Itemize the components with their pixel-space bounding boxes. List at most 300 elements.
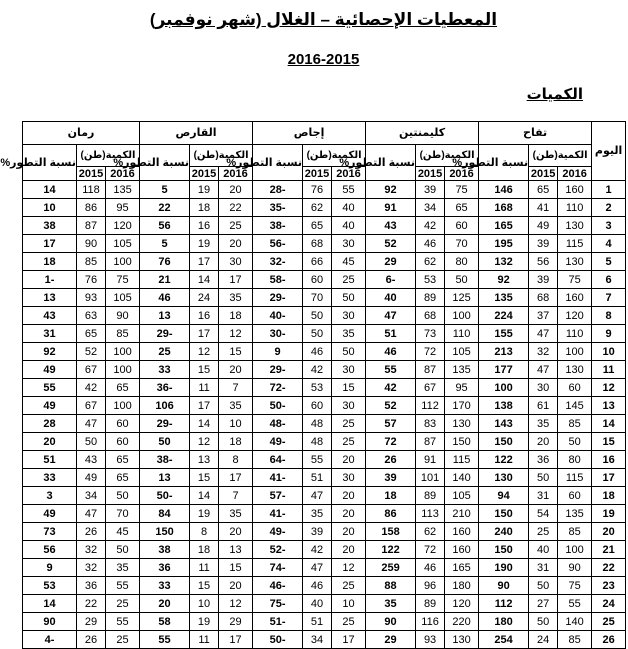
qty-2015-cell: 73	[416, 325, 445, 343]
evolution-cell: 51	[23, 451, 77, 469]
qty-2015-cell: 42	[303, 361, 332, 379]
qty-2015-cell: 16	[190, 307, 219, 325]
qty-2015-cell: 47	[77, 505, 106, 523]
day-cell: 16	[592, 451, 626, 469]
qty-2016-cell: 17	[332, 631, 366, 649]
day-cell: 19	[592, 505, 626, 523]
qty-2015-cell: 62	[303, 199, 332, 217]
qty-2015-cell: 14	[190, 415, 219, 433]
qty-2016-cell: 20	[332, 523, 366, 541]
qty-2016-cell: 20	[332, 505, 366, 523]
qty-2015-cell: 34	[303, 631, 332, 649]
qty-2016-cell: 17	[219, 271, 253, 289]
table-row	[23, 487, 626, 505]
day-cell: 24	[592, 595, 626, 613]
evolution-cell: 38	[140, 541, 190, 559]
subheader-row	[23, 145, 626, 167]
qty-2015-cell: 101	[416, 469, 445, 487]
page-title: المعطيات الإحصائية – الغلال (شهر نوفمبر)	[149, 10, 498, 29]
qty-2016-cell: 35	[332, 325, 366, 343]
qty-2015-cell: 89	[416, 487, 445, 505]
year-2016-header: 2016	[106, 167, 140, 181]
qty-2016-cell: 130	[558, 361, 592, 379]
table-row	[23, 325, 626, 343]
qty-2016-cell: 20	[219, 523, 253, 541]
qty-2015-cell: 47	[303, 487, 332, 505]
qty-2015-cell: 89	[416, 289, 445, 307]
qty-2015-cell: 35	[303, 505, 332, 523]
evolution-cell: 74-	[253, 559, 303, 577]
qty-2015-cell: 67	[416, 379, 445, 397]
qty-2016-cell: 45	[332, 253, 366, 271]
qty-2016-cell: 25	[332, 415, 366, 433]
qty-2016-cell: 12	[219, 325, 253, 343]
qty-2016-cell: 110	[445, 325, 479, 343]
qty-2015-cell: 53	[303, 379, 332, 397]
qty-2015-cell: 15	[190, 577, 219, 595]
evolution-cell: 56	[23, 541, 77, 559]
qty-2016-cell: 10	[332, 595, 366, 613]
day-cell: 5	[592, 253, 626, 271]
qty-2016-cell: 50	[106, 487, 140, 505]
qty-2016-cell: 100	[106, 343, 140, 361]
table-row	[23, 505, 626, 523]
evolution-cell: 29-	[140, 415, 190, 433]
day-cell: 26	[592, 631, 626, 649]
table-row	[23, 631, 626, 649]
evolution-cell: 57-	[253, 487, 303, 505]
day-header: اليوم	[592, 122, 626, 181]
evolution-cell: 143	[479, 415, 529, 433]
year-2016-header: 2016	[445, 167, 479, 181]
qty-2016-cell: 50	[445, 271, 479, 289]
qty-2015-cell: 14	[190, 271, 219, 289]
qty-2016-cell: 160	[445, 541, 479, 559]
table-row	[23, 379, 626, 397]
table-row	[23, 217, 626, 235]
qty-2015-cell: 65	[529, 181, 558, 199]
evolution-cell: 22	[140, 199, 190, 217]
evolution-cell: 135	[479, 289, 529, 307]
qty-2015-cell: 85	[77, 253, 106, 271]
qty-2016-cell: 55	[332, 181, 366, 199]
qty-2016-cell: 60	[558, 487, 592, 505]
qty-2015-cell: 67	[77, 361, 106, 379]
evolution-cell: 46	[366, 343, 416, 361]
qty-2015-cell: 15	[190, 469, 219, 487]
qty-2015-cell: 91	[416, 451, 445, 469]
qty-2016-cell: 20	[219, 577, 253, 595]
year-row	[23, 167, 626, 181]
day-cell: 8	[592, 307, 626, 325]
qty-2016-cell: 75	[558, 577, 592, 595]
table-row	[23, 307, 626, 325]
qty-2015-cell: 49	[77, 469, 106, 487]
qty-2015-cell: 47	[77, 415, 106, 433]
evolution-cell: 36-	[140, 379, 190, 397]
evolution-cell: 36	[140, 559, 190, 577]
year-2015-header: 2015	[303, 167, 332, 181]
day-cell: 18	[592, 487, 626, 505]
qty-2015-cell: 65	[303, 217, 332, 235]
evolution-cell: 180	[479, 613, 529, 631]
qty-2016-cell: 105	[106, 289, 140, 307]
qty-2016-cell: 70	[445, 235, 479, 253]
table-row	[23, 343, 626, 361]
qty-2015-cell: 50	[529, 613, 558, 631]
evolution-cell: 213	[479, 343, 529, 361]
qty-2016-cell: 35	[219, 397, 253, 415]
evolution-cell: 29-	[253, 289, 303, 307]
qty-2015-cell: 19	[190, 181, 219, 199]
qty-2016-cell: 55	[106, 613, 140, 631]
qty-2015-cell: 42	[303, 541, 332, 559]
evolution-header: نسبة التطور%	[253, 145, 303, 181]
qty-2015-cell: 43	[77, 451, 106, 469]
qty-2016-cell: 18	[219, 307, 253, 325]
qty-2015-cell: 37	[529, 307, 558, 325]
evolution-cell: 168	[479, 199, 529, 217]
evolution-cell: 49	[23, 397, 77, 415]
qty-2015-cell: 62	[416, 253, 445, 271]
evolution-cell: 84	[140, 505, 190, 523]
evolution-cell: 90	[23, 613, 77, 631]
qty-2015-cell: 17	[190, 397, 219, 415]
evolution-cell: 94	[479, 487, 529, 505]
evolution-cell: 32-	[253, 253, 303, 271]
table-row	[23, 613, 626, 631]
qty-2016-cell: 70	[106, 505, 140, 523]
evolution-cell: 92	[23, 343, 77, 361]
evolution-cell: 130	[479, 469, 529, 487]
qty-2015-cell: 55	[303, 451, 332, 469]
evolution-cell: 30-	[253, 325, 303, 343]
qty-2015-cell: 50	[303, 307, 332, 325]
qty-2015-cell: 60	[303, 271, 332, 289]
qty-2015-cell: 11	[190, 379, 219, 397]
evolution-cell: 33	[23, 469, 77, 487]
qty-2015-cell: 51	[303, 613, 332, 631]
qty-2016-cell: 105	[445, 487, 479, 505]
evolution-cell: 88	[366, 577, 416, 595]
evolution-cell: 28-	[253, 181, 303, 199]
evolution-cell: 42	[366, 379, 416, 397]
qty-2015-cell: 39	[303, 523, 332, 541]
qty-2015-cell: 15	[190, 361, 219, 379]
qty-2016-cell: 85	[558, 523, 592, 541]
qty-2015-cell: 20	[529, 433, 558, 451]
product-header: كليمنتين	[366, 122, 479, 145]
evolution-cell: 21	[140, 271, 190, 289]
qty-2016-cell: 30	[332, 361, 366, 379]
year-2015-header: 2015	[416, 167, 445, 181]
section-title: الكميات	[526, 86, 583, 103]
qty-2015-cell: 47	[303, 559, 332, 577]
qty-2015-cell: 31	[529, 487, 558, 505]
qty-2015-cell: 17	[190, 325, 219, 343]
qty-2015-cell: 66	[303, 253, 332, 271]
qty-2016-cell: 85	[558, 631, 592, 649]
qty-2016-cell: 12	[219, 595, 253, 613]
evolution-cell: 122	[479, 451, 529, 469]
qty-2015-cell: 32	[77, 559, 106, 577]
qty-2016-cell: 210	[445, 505, 479, 523]
qty-2015-cell: 46	[416, 559, 445, 577]
evolution-cell: 43	[23, 307, 77, 325]
evolution-cell: 40	[366, 289, 416, 307]
qty-2016-cell: 35	[106, 559, 140, 577]
qty-2015-cell: 54	[529, 505, 558, 523]
evolution-cell: 38-	[140, 451, 190, 469]
qty-2016-cell: 35	[219, 505, 253, 523]
qty-2015-cell: 22	[77, 595, 106, 613]
qty-2015-cell: 35	[529, 415, 558, 433]
evolution-cell: 35-	[253, 199, 303, 217]
qty-2016-cell: 220	[445, 613, 479, 631]
evolution-cell: 76	[140, 253, 190, 271]
evolution-cell: 5	[140, 235, 190, 253]
qty-2015-cell: 18	[190, 541, 219, 559]
qty-2015-cell: 17	[190, 253, 219, 271]
evolution-cell: 13	[23, 289, 77, 307]
day-cell: 17	[592, 469, 626, 487]
table-row	[23, 451, 626, 469]
qty-2016-cell: 85	[558, 415, 592, 433]
product-header: تفاح	[479, 122, 592, 145]
evolution-cell: 25	[140, 343, 190, 361]
qty-2016-cell: 25	[106, 631, 140, 649]
qty-2016-cell: 17	[219, 469, 253, 487]
evolution-cell: 50-	[140, 487, 190, 505]
product-header: رمان	[23, 122, 140, 145]
evolution-cell: 150	[479, 541, 529, 559]
evolution-cell: 150	[140, 523, 190, 541]
evolution-cell: 29	[366, 253, 416, 271]
qty-2015-cell: 32	[529, 343, 558, 361]
qty-2016-cell: 130	[558, 217, 592, 235]
qty-2015-cell: 76	[303, 181, 332, 199]
qty-2016-cell: 60	[558, 379, 592, 397]
product-header: إجاص	[253, 122, 366, 145]
qty-2015-cell: 34	[416, 199, 445, 217]
day-cell: 6	[592, 271, 626, 289]
table-row	[23, 559, 626, 577]
day-cell: 10	[592, 343, 626, 361]
evolution-cell: 51-	[253, 613, 303, 631]
evolution-cell: 5	[140, 181, 190, 199]
evolution-header: نسبة التطور%	[140, 145, 190, 181]
evolution-cell: 224	[479, 307, 529, 325]
qty-2015-cell: 12	[190, 343, 219, 361]
evolution-cell: 47	[366, 307, 416, 325]
evolution-cell: 41-	[253, 505, 303, 523]
qty-2016-cell: 40	[332, 217, 366, 235]
day-cell: 15	[592, 433, 626, 451]
qty-2016-cell: 110	[558, 199, 592, 217]
qty-2015-cell: 42	[77, 379, 106, 397]
qty-2015-cell: 51	[303, 469, 332, 487]
evolution-cell: 1-	[23, 271, 77, 289]
evolution-cell: 18	[23, 253, 77, 271]
table-row	[23, 289, 626, 307]
table-row	[23, 235, 626, 253]
qty-2016-cell: 25	[106, 595, 140, 613]
qty-2016-cell: 130	[445, 631, 479, 649]
qty-2016-cell: 20	[219, 235, 253, 253]
evolution-cell: 46	[140, 289, 190, 307]
quantity-header: الكمية(طن)	[190, 145, 253, 167]
qty-2015-cell: 26	[77, 631, 106, 649]
qty-2015-cell: 19	[190, 505, 219, 523]
evolution-cell: 75-	[253, 595, 303, 613]
qty-2016-cell: 130	[445, 415, 479, 433]
qty-2016-cell: 120	[106, 217, 140, 235]
qty-2016-cell: 95	[106, 199, 140, 217]
qty-2015-cell: 60	[303, 397, 332, 415]
qty-2015-cell: 16	[190, 217, 219, 235]
qty-2016-cell: 90	[106, 307, 140, 325]
qty-2015-cell: 13	[190, 451, 219, 469]
qty-2016-cell: 140	[558, 613, 592, 631]
qty-2015-cell: 86	[77, 199, 106, 217]
evolution-cell: 52	[366, 235, 416, 253]
qty-2016-cell: 22	[219, 199, 253, 217]
year-2016-header: 2016	[332, 167, 366, 181]
qty-2016-cell: 125	[445, 289, 479, 307]
evolution-cell: 43	[366, 217, 416, 235]
qty-2015-cell: 72	[416, 343, 445, 361]
evolution-cell: 92	[366, 181, 416, 199]
evolution-cell: 150	[479, 433, 529, 451]
qty-2015-cell: 32	[77, 541, 106, 559]
qty-2015-cell: 42	[416, 217, 445, 235]
qty-2016-cell: 135	[445, 361, 479, 379]
evolution-cell: 52	[366, 397, 416, 415]
evolution-cell: 49	[23, 505, 77, 523]
table-row	[23, 271, 626, 289]
qty-2016-cell: 20	[332, 541, 366, 559]
year-2015-header: 2015	[190, 167, 219, 181]
evolution-cell: 150	[479, 505, 529, 523]
table-row	[23, 595, 626, 613]
qty-2016-cell: 75	[445, 181, 479, 199]
evolution-cell: 122	[366, 541, 416, 559]
qty-2015-cell: 96	[416, 577, 445, 595]
evolution-cell: 254	[479, 631, 529, 649]
day-cell: 25	[592, 613, 626, 631]
qty-2016-cell: 105	[106, 235, 140, 253]
qty-2016-cell: 135	[558, 505, 592, 523]
qty-2016-cell: 50	[558, 433, 592, 451]
qty-2015-cell: 31	[529, 559, 558, 577]
evolution-cell: 240	[479, 523, 529, 541]
qty-2015-cell: 56	[529, 253, 558, 271]
qty-2016-cell: 20	[332, 451, 366, 469]
qty-2016-cell: 29	[219, 613, 253, 631]
product-header-row	[23, 122, 626, 145]
evolution-cell: 91	[366, 199, 416, 217]
qty-2015-cell: 46	[416, 235, 445, 253]
qty-2016-cell: 120	[445, 595, 479, 613]
qty-2016-cell: 25	[332, 433, 366, 451]
evolution-cell: 73	[23, 523, 77, 541]
evolution-cell: 20	[23, 433, 77, 451]
evolution-cell: 39	[366, 469, 416, 487]
day-cell: 1	[592, 181, 626, 199]
qty-2015-cell: 24	[190, 289, 219, 307]
qty-2016-cell: 180	[445, 577, 479, 595]
qty-2016-cell: 50	[106, 541, 140, 559]
year-2015-header: 2015	[529, 167, 558, 181]
table-row	[23, 361, 626, 379]
qty-2016-cell: 10	[219, 415, 253, 433]
qty-2015-cell: 30	[529, 379, 558, 397]
evolution-cell: 14	[23, 181, 77, 199]
qty-2016-cell: 115	[445, 451, 479, 469]
evolution-cell: 50	[140, 433, 190, 451]
qty-2015-cell: 24	[529, 631, 558, 649]
qty-2015-cell: 49	[529, 217, 558, 235]
qty-2016-cell: 100	[106, 253, 140, 271]
qty-2015-cell: 62	[416, 523, 445, 541]
table-row	[23, 181, 626, 199]
qty-2016-cell: 18	[219, 433, 253, 451]
evolution-cell: 146	[479, 181, 529, 199]
qty-2016-cell: 100	[106, 397, 140, 415]
qty-2016-cell: 20	[332, 487, 366, 505]
qty-2016-cell: 75	[558, 271, 592, 289]
qty-2016-cell: 30	[332, 397, 366, 415]
qty-2016-cell: 55	[106, 577, 140, 595]
evolution-cell: 50-	[253, 631, 303, 649]
qty-2015-cell: 46	[303, 577, 332, 595]
qty-2016-cell: 30	[332, 307, 366, 325]
evolution-cell: 35	[366, 595, 416, 613]
day-cell: 22	[592, 559, 626, 577]
qty-2015-cell: 40	[303, 595, 332, 613]
day-cell: 14	[592, 415, 626, 433]
qty-2016-cell: 20	[219, 361, 253, 379]
qty-2015-cell: 26	[77, 523, 106, 541]
evolution-cell: 26	[366, 451, 416, 469]
qty-2015-cell: 19	[190, 613, 219, 631]
evolution-cell: 56-	[253, 235, 303, 253]
qty-2015-cell: 12	[190, 433, 219, 451]
qty-2015-cell: 10	[190, 595, 219, 613]
qty-2016-cell: 100	[106, 361, 140, 379]
evolution-cell: 29-	[253, 361, 303, 379]
qty-2015-cell: 90	[77, 235, 106, 253]
qty-2016-cell: 30	[332, 235, 366, 253]
qty-2015-cell: 11	[190, 559, 219, 577]
evolution-cell: 55	[23, 379, 77, 397]
qty-2015-cell: 72	[416, 541, 445, 559]
qty-2015-cell: 36	[529, 451, 558, 469]
qty-2016-cell: 100	[558, 343, 592, 361]
day-cell: 3	[592, 217, 626, 235]
qty-2016-cell: 65	[106, 469, 140, 487]
year-2016-header: 2016	[558, 167, 592, 181]
qty-2016-cell: 7	[219, 487, 253, 505]
evolution-cell: 33	[140, 577, 190, 595]
qty-2015-cell: 50	[529, 577, 558, 595]
qty-2016-cell: 25	[332, 577, 366, 595]
evolution-cell: 20	[140, 595, 190, 613]
qty-2015-cell: 93	[416, 631, 445, 649]
evolution-cell: 72	[366, 433, 416, 451]
qty-2016-cell: 20	[219, 181, 253, 199]
qty-2015-cell: 34	[77, 487, 106, 505]
